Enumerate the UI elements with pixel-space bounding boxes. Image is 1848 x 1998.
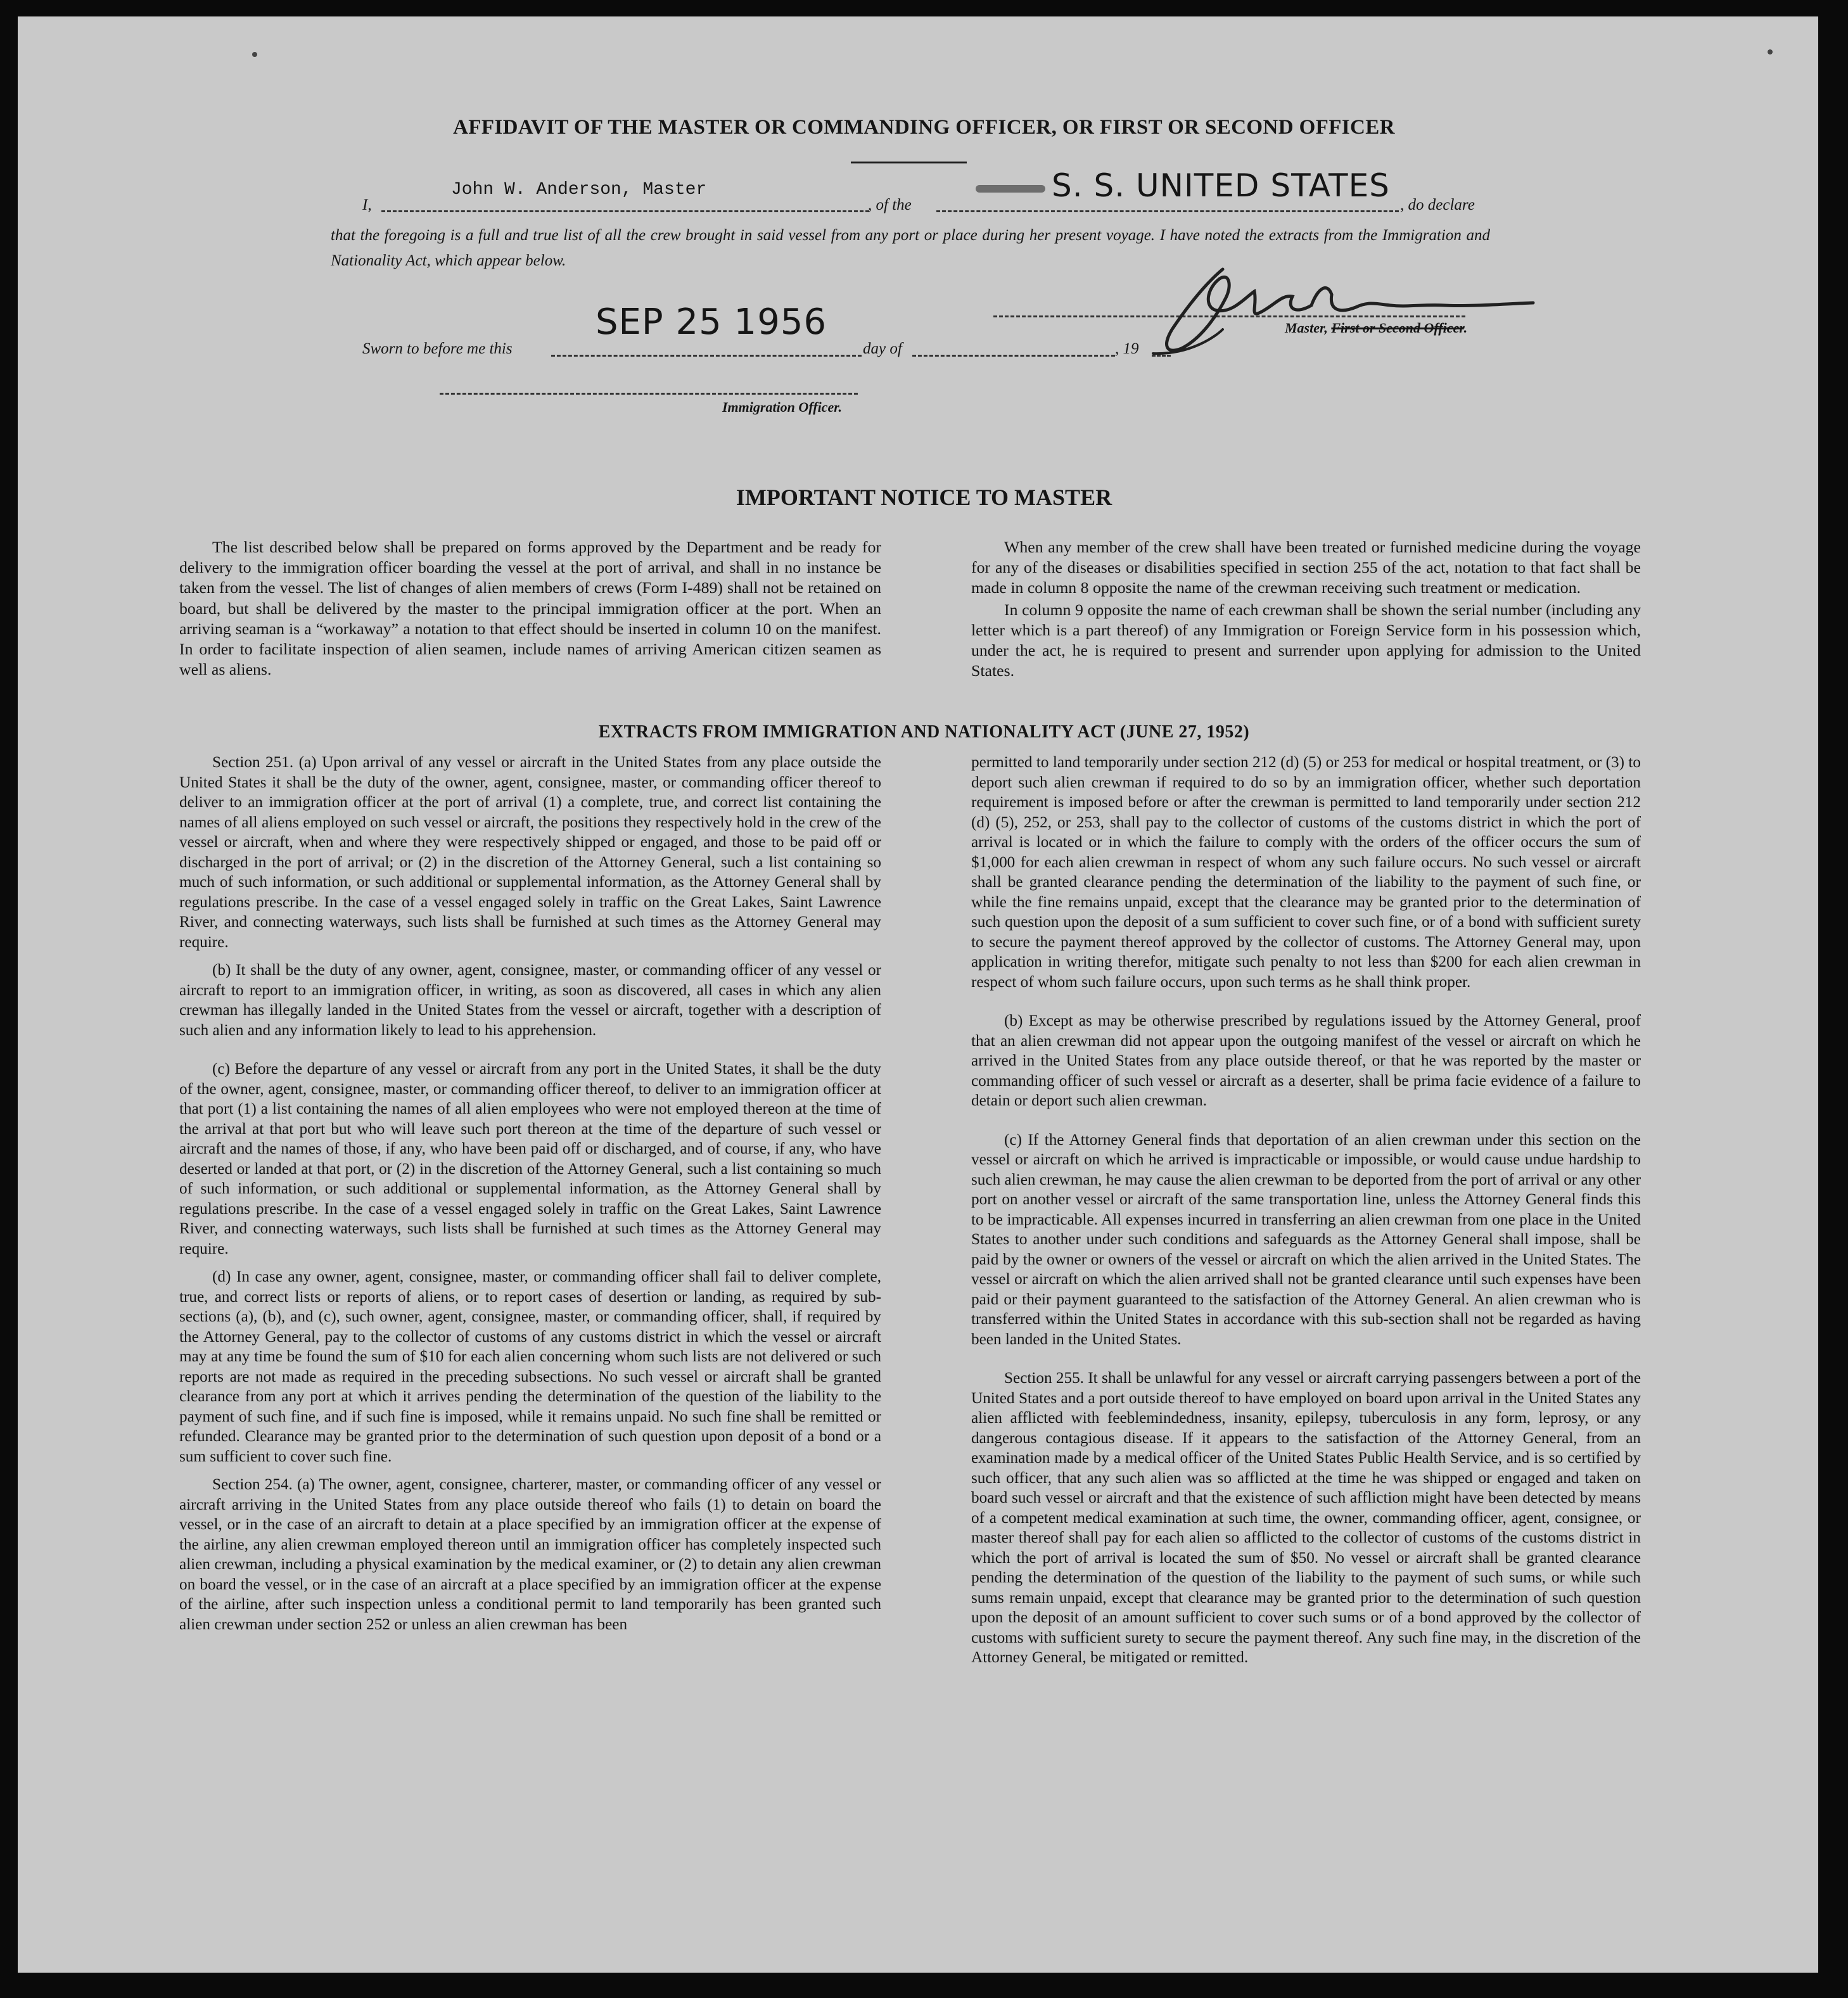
signature-image xyxy=(1128,260,1546,361)
section-251a: Section 251. (a) Upon arrival of any vessel or aircraft in the United States from any place outside the United States it shall be the duty of the owner, agent, consignee, master, or commanding officer thereof to deliver to an immigration officer at the port of arrival (1) a complete, true, and correct list containing the names of all aliens employed on such vessel or aircraft, the positions they respectively hold in the crew of the vessel or aircraft, when and where they were respectively shipped or engaged, and those to be paid off or discharged in the port of arrival; or (2) in the discretion of the Attorney General, such a list containing so much of such information, or such additional or supplemental information, as the Attorney General shall by regulations prescribe. In the case of a vessel engaged solely in traffic on the Great Lakes, Saint Lawrence River, and connecting waterways, such lists shall be furnished at such times as the Attorney General may require. xyxy=(179,754,881,951)
caption-master: Master, xyxy=(1285,320,1332,336)
extracts-right-column xyxy=(971,753,1641,1676)
immigration-officer-line xyxy=(440,380,858,395)
section-254c: (c) If the Attorney General finds that deportation of an alien crewman under this section on the vessel or aircraft on which he arrived is impracticable or impossible, or would cause undue hardship to such alien crewman, he may cause the alien crewman to be deported from the port of arrival or any other port on another vessel or aircraft of the same transportation line, unless the Attorney General finds this to be impracticable. All expenses incurred in transferring an alien crewman from one place in the United States to another under such conditions and safeguards as the Attorney General shall impose, shall be paid by the owner or owners of the vessel or aircraft on which the alien arrived in the United States. The vessel or aircraft on which the alien arrived shall not be granted clearance until such expenses have been paid or their payment guaranteed to the satisfaction of the Attorney General. An alien crewman who is transferred within the United States in accordance with this sub-section shall not be regarded as having been landed in the United States. xyxy=(971,1131,1641,1348)
notice-right-paragraph-1: When any member of the crew shall have been treated or furnished medicine during the voyage for any of the diseases or disabilities specified in section 255 of the act, notation to that fact shall be made in column 8 opposite the name of the crewman receiving such treatment or medication. xyxy=(971,538,1641,597)
of-the-label: , of the xyxy=(868,196,912,213)
year-label: , 19 xyxy=(1115,340,1139,357)
section-254a: Section 254. (a) The owner, agent, consignee, charterer, master, or commanding officer of any vessel or aircraft arriving in the United States from any place outside thereof who fails (1) to detain on board the vessel, or in the case of an aircraft to detain at a place specified by an immigration officer at the expense of the airline, any alien crewman employed thereon until an immigration officer has completely inspected such alien crewman, including a physical examination by the medical examiner, or (2) to detain any alien crewman on board the vessel, or in the case of an aircraft at a place specified by an immigration officer at the expense of the airline, after such inspection unless a conditional permit to land temporarily has been granted such alien crewman under section 252 or unless an alien crewman has been xyxy=(179,1476,881,1633)
scan-mark xyxy=(1768,49,1773,54)
section-251d: (d) In case any owner, agent, consignee, master, or commanding officer shall fail to deliver complete, true, and correct lists or reports of aliens, or to report cases of desertion or landing, as required by sub-sections (a), (b), and (c), such owner, agent, consignee, master, or commanding officer, shall, if required by the Attorney General, pay to the collector of customs of any customs district in which the vessel or aircraft may at any time be found the sum of $10 for each alien concerning whom such lists are not delivered or such reports are not made as required in the preceding subsections. No such vessel or aircraft shall be granted clearance from any port at which it arrives pending the determination of the question of the liability to the payment of such fine, and if such fine is imposed, while it remains unpaid. No such fine shall be remitted or refunded. Clearance may be granted prior to the determination of such question upon deposit of a bond or a sum sufficient to cover such fine. xyxy=(179,1268,881,1465)
notice-title: IMPORTANT NOTICE TO MASTER xyxy=(736,485,1112,510)
section-254b: (b) Except as may be otherwise prescribed by regulations issued by the Attorney General, proof that an alien crewman did not appear upon the outgoing manifest of the vessel or aircraft on which he arrived in the United States from any place outside thereof, or that he was reported by the master or commanding officer of such vessel or aircraft as a deserter, shall be prima facie evidence of a failure to detain or deport such alien crewman. xyxy=(971,1012,1641,1109)
notice-left-column xyxy=(179,537,881,688)
signature-caption xyxy=(1285,320,1467,336)
immigration-officer-label: Immigration Officer. xyxy=(722,399,843,415)
declarant-line xyxy=(381,198,869,212)
erased-text-mark xyxy=(976,185,1045,193)
section-254a-continued: permitted to land temporarily under section 212 (d) (5) or 253 for medical or hospital treatment, or (3) to deport such alien crewman if required to do so by an immigration officer, whether such deportation requirement is imposed before or after the crewman is permitted to land temporarily under section 212 (d) (5), 252, or 253, shall pay to the collector of customs of the customs district in which the port of arrival is located or in which the failure to comply with the orders of the officer occurs the sum of $1,000 for each alien crewman in respect of whom any such failure occurs. No such vessel or aircraft shall be granted clearance pending the determination of the liability to the payment of such fine, or while the fine remains unpaid, except that the clearance may be granted prior to the determination of such question upon the deposit of a sum sufficient to cover such fine, or of a bond with sufficient surety to secure the payment thereof approved by the collector of customs. The Attorney General may, upon application in writing therefor, mitigate such penalty to not less than $200 for each alien crewman in respect of whom such failure occurs, upon such terms as he shall think proper. xyxy=(971,754,1641,991)
affidavit-statement: that the foregoing is a full and true list of all the crew brought in said vessel from any port or place during her present voyage. I have noted the extracts from the Immigration and Nationality Act, which appear below. xyxy=(331,227,1490,269)
day-of-label: day of xyxy=(863,340,902,357)
sworn-label: Sworn to before me this xyxy=(362,340,513,357)
vessel-stamp[interactable]: S. S. UNITED STATES xyxy=(1052,167,1390,204)
i-label: I, xyxy=(362,196,372,213)
sworn-date-line xyxy=(551,342,862,357)
notice-right-paragraph-2: In column 9 opposite the name of each crewman shall be shown the serial number (including any letter which is a part thereof) of any Immigration or Foreign Service form in his possession which, under the act, he is required to present and surrender upon applying for admission to the United States. xyxy=(971,600,1641,680)
declarant-name[interactable]: John W. Anderson, Master xyxy=(451,180,707,200)
section-251b: (b) It shall be the duty of any owner, agent, consignee, master, or commanding officer of any vessel or aircraft to report to an immigration officer, in writing, as soon as discovered, all cases in which any alien crewman has illegally landed in the United States from the vessel or aircraft, together with a description of such alien and any information likely to lead to his apprehension. xyxy=(179,962,881,1039)
section-251c: (c) Before the departure of any vessel or aircraft from any port in the United States, it shall be the duty of the owner, agent, consignee, master, or commanding officer thereof, to deliver to an immigration officer at that port (1) a list containing the names of all alien employees who were not employed thereon at the time of the arrival at that port but who will leave such port thereon at the time of the departure of such vessel or aircraft and the names of those, if any, who have been paid off or discharged, and of course, if any, who have deserted or landed at that port, or (2) in the discretion of the Attorney General, such a list containing so much of such information, or such additional or supplemental information, as the Attorney General shall by regulations prescribe. In the case of a vessel engaged solely in traffic on the Great Lakes, Saint Lawrence River, and connecting waterways, such lists shall be furnished at such times as the Attorney General may require. xyxy=(179,1060,881,1257)
caption-period: . xyxy=(1463,320,1468,336)
affidavit-title: AFFIDAVIT OF THE MASTER OR COMMANDING OFFICER, OR FIRST OR SECOND OFFICER xyxy=(453,116,1395,139)
notice-left-paragraph: The list described below shall be prepared on forms approved by the Department and be ready for delivery to the immigration officer boarding the vessel at the port of arrival, and shall in no instance be taken from the vessel. The list of changes of alien members of crews (Form I-489) shall not be retained on board, but shall be delivered by the master to the principal immigration officer at the port. When an arriving seaman is a “workaway” a notation to that effect should be inserted in column 10 on the manifest. In order to facilitate inspection of alien seamen, include names of arriving American citizen seamen as well as aliens. xyxy=(179,538,881,679)
notice-right-column xyxy=(971,537,1641,689)
caption-struck-officer: First or Second Officer xyxy=(1331,320,1464,336)
section-255: Section 255. It shall be unlawful for any vessel or aircraft carrying passengers between a port of the United States and a port outside thereof to have employed on board upon arrival in the United States any alien afflicted with feeblemindedness, insanity, epilepsy, tuberculosis in any form, leprosy, or any dangerous contagious disease. If it appears to the satisfaction of the Attorney General, from an examination made by a medical officer of the United States Public Health Service, and is so certified by such officer, that any such alien was so afflicted at the time he was shipped or engaged and taken on board such vessel or aircraft and that the existence of such affliction might have been detected by means of a competent medical examination at such time, the owner, commanding officer, agent, consignee, or master thereof shall pay for each alien so afflicted to the collector of customs of the customs district in which the port of arrival is located the sum of $50. No vessel or aircraft shall be granted clearance pending the determination of the question of the liability to the payment of such sums, or while such sums remain unpaid, except that clearance may be granted prior to the determination of such question upon the deposit of an amount sufficient to cover such sums or of a bond approved by the collector of customs with sufficient surety to secure the payment thereof. Any such fine may, in the discretion of the Attorney General, be mitigated or remitted. xyxy=(971,1370,1641,1666)
scan-mark xyxy=(252,52,257,57)
title-underline xyxy=(851,162,967,163)
do-declare-label: , do declare xyxy=(1400,196,1475,213)
extracts-left-column xyxy=(179,753,881,1643)
extracts-title: EXTRACTS FROM IMMIGRATION AND NATIONALITY ACT (JUNE 27, 1952) xyxy=(598,722,1250,742)
year-line xyxy=(1152,342,1171,357)
month-line xyxy=(912,342,1115,357)
date-stamp[interactable]: SEP 25 1956 xyxy=(596,302,827,343)
